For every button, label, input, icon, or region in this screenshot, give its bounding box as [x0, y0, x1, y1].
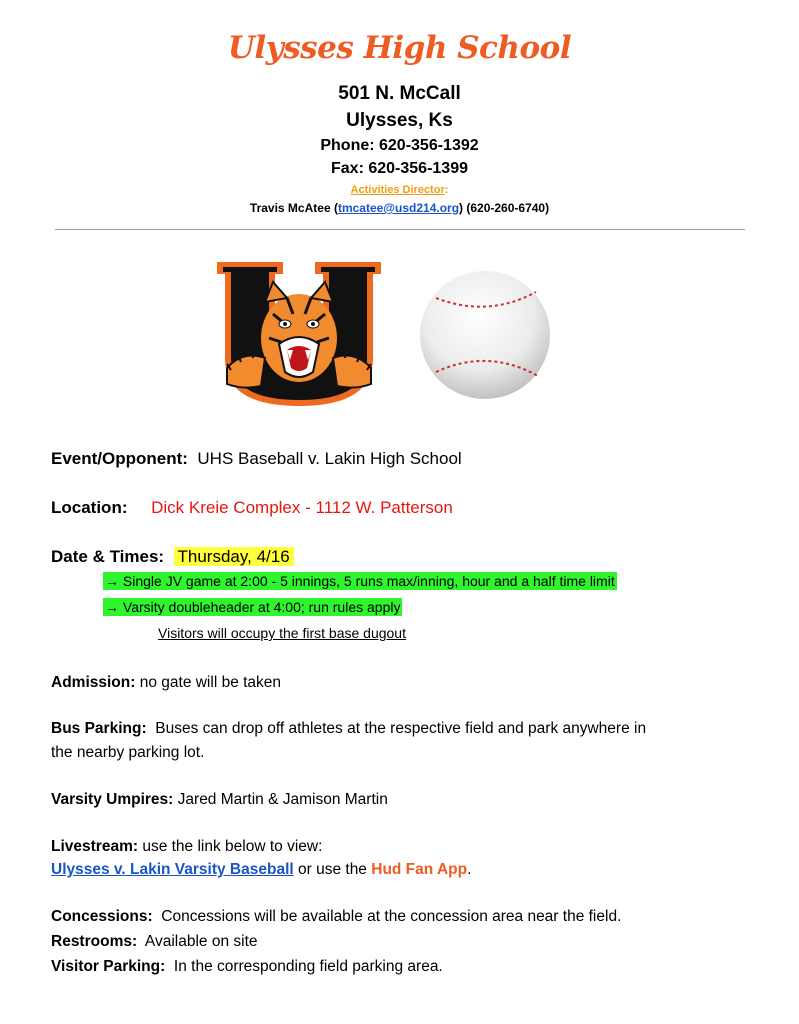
bus-parking-value-line1: Buses can drop off athletes at the respective field and park anywhere in	[155, 720, 647, 737]
restrooms-label: Restrooms:	[51, 933, 138, 950]
activities-director-label	[0, 184, 799, 196]
restrooms-row	[51, 933, 258, 951]
restrooms-value: Available on site	[144, 933, 258, 950]
activities-director-colon: :	[444, 184, 449, 196]
jv-game-text: → Single JV game at 2:00 - 5 innings, 5 runs max/inning, hour and a half time limit	[105, 573, 615, 589]
livestream-label: Livestream:	[51, 838, 139, 855]
event-label: Event/Opponent:	[51, 449, 188, 468]
varsity-text: → Varsity doubleheader at 4:00; run rules apply	[105, 599, 401, 615]
umpires-row	[51, 791, 388, 809]
activities-director-label-text: Activities Director	[350, 184, 445, 196]
date-times-label: Date & Times:	[51, 547, 165, 566]
header-divider	[55, 229, 745, 230]
hud-fan-app-text: Hud Fan App	[371, 861, 468, 878]
visitor-parking-row	[51, 958, 443, 976]
date-value: Thursday, 4/16	[174, 547, 294, 566]
concessions-row	[51, 908, 621, 926]
location-value: Dick Kreie Complex - 1112 W. Patterson	[151, 498, 453, 517]
admission-value: no gate will be taken	[139, 674, 282, 691]
director-phone: ) (620-260-6740)	[459, 201, 550, 215]
phone-number: Phone: 620-356-1392	[320, 137, 479, 154]
livestream-end-text: .	[467, 861, 472, 878]
fax-number: Fax: 620-356-1399	[331, 160, 468, 177]
visitor-parking-label: Visitor Parking:	[51, 958, 166, 975]
umpires-label: Varsity Umpires:	[51, 791, 174, 808]
admission-row	[51, 674, 281, 692]
livestream-row	[51, 838, 322, 856]
livestream-value: use the link below to view:	[142, 838, 323, 855]
director-contact	[0, 201, 799, 215]
director-email-link[interactable]: tmcatee@usd214.org	[337, 201, 460, 215]
director-name: Travis McAtee (	[249, 201, 338, 215]
concessions-value: Concessions will be available at the concession area near the field.	[161, 908, 622, 925]
livestream-link-row	[51, 861, 471, 879]
bus-parking-value-line2: the nearby parking lot.	[51, 744, 205, 761]
address-line-2: Ulysses, Ks	[346, 110, 453, 131]
event-value: UHS Baseball v. Lakin High School	[197, 449, 462, 468]
baseball-icon	[418, 268, 553, 403]
tiger-u-logo-icon	[213, 258, 385, 410]
address-line-1: 501 N. McCall	[338, 83, 461, 104]
school-name-title: Ulysses High School	[227, 30, 572, 66]
admission-label: Admission:	[51, 674, 136, 691]
visitors-dugout-line: Visitors will occupy the first base dugout	[158, 625, 406, 641]
location-row	[51, 498, 453, 518]
visitor-parking-value: In the corresponding field parking area.	[173, 958, 443, 975]
date-times-row	[51, 547, 294, 567]
varsity-line	[103, 599, 402, 617]
bus-parking-label: Bus Parking:	[51, 720, 147, 737]
bus-parking-row	[51, 720, 646, 738]
concessions-label: Concessions:	[51, 908, 153, 925]
location-label: Location:	[51, 498, 128, 517]
livestream-link[interactable]: Ulysses v. Lakin Varsity Baseball	[51, 861, 294, 878]
livestream-middle-text: or use the	[298, 861, 367, 878]
event-row	[51, 449, 462, 469]
umpires-value: Jared Martin & Jamison Martin	[177, 791, 388, 808]
jv-game-line	[103, 573, 617, 591]
